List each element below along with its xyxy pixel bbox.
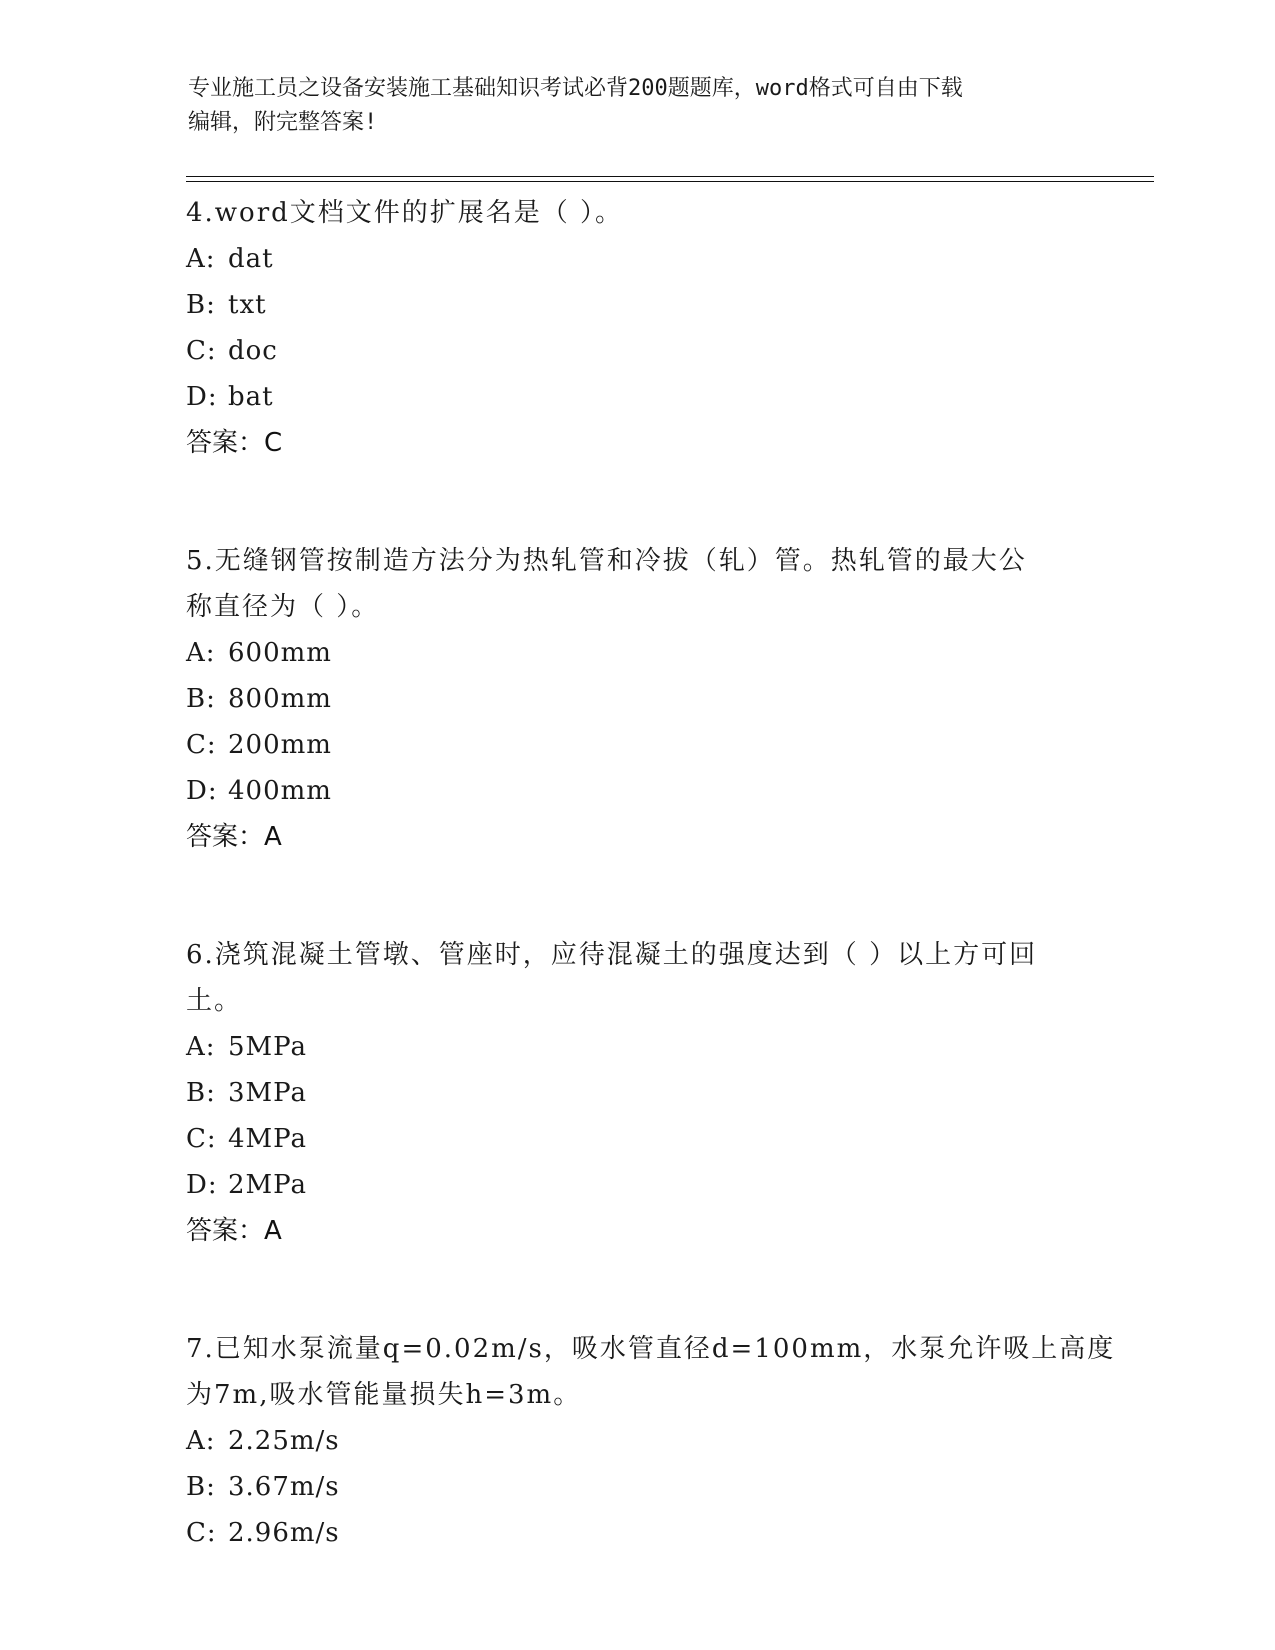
option-letter: B: — [186, 1078, 216, 1108]
option-letter: C: — [186, 1518, 217, 1548]
option-letter: B: — [186, 684, 216, 714]
option-text: txt — [228, 290, 267, 320]
header-divider-bottom — [186, 181, 1154, 182]
option-letter: A: — [186, 244, 216, 274]
option-letter: A: — [186, 638, 216, 668]
question-text-line: 5.无缝钢管按制造方法分为热轧管和冷拔（轧）管。热轧管的最大公 — [186, 546, 1027, 576]
answer-line: 答案：A — [186, 822, 282, 852]
question-7 — [186, 1326, 1116, 1556]
option-text: 800mm — [228, 684, 332, 714]
option-text: 4MPa — [228, 1124, 307, 1154]
option-a — [186, 1024, 1086, 1070]
option-letter: B: — [186, 290, 216, 320]
option-text: 5MPa — [228, 1032, 307, 1062]
option-d — [186, 768, 1086, 814]
option-text: dat — [228, 244, 274, 274]
option-a — [186, 630, 1086, 676]
answer-line: 答案：A — [186, 1216, 282, 1246]
option-text: 600mm — [228, 638, 332, 668]
question-6 — [186, 932, 1086, 1254]
option-b — [186, 676, 1086, 722]
option-d — [186, 374, 1086, 420]
question-text-line: 6.浇筑混凝土管墩、管座时，应待混凝土的强度达到（ ）以上方可回 — [186, 940, 1038, 970]
header-divider-top — [186, 176, 1154, 177]
option-text: 2MPa — [228, 1170, 307, 1200]
answer-line: 答案：C — [186, 428, 283, 458]
document-header — [188, 72, 1088, 140]
option-letter: D: — [186, 776, 218, 806]
option-letter: C: — [186, 1124, 217, 1154]
option-letter: D: — [186, 1170, 218, 1200]
option-text: 2.96m/s — [228, 1518, 340, 1548]
option-a — [186, 236, 1086, 282]
option-b — [186, 282, 1086, 328]
option-b — [186, 1464, 1086, 1510]
question-text-line: 称直径为（ ）。 — [186, 592, 380, 622]
question-text-line: 为7m,吸水管能量损失h=3m。 — [186, 1380, 582, 1410]
option-text: 200mm — [228, 730, 332, 760]
option-d — [186, 1162, 1086, 1208]
option-text: 2.25m/s — [228, 1426, 340, 1456]
option-letter: C: — [186, 730, 217, 760]
question-text-line: 7.已知水泵流量q=0.02m/s，吸水管直径d=100mm，水泵允许吸上高度 — [186, 1334, 1116, 1364]
option-a — [186, 1418, 1086, 1464]
option-text: 3.67m/s — [228, 1472, 340, 1502]
option-text: 3MPa — [228, 1078, 307, 1108]
question-5 — [186, 538, 1086, 860]
option-letter: A: — [186, 1426, 216, 1456]
header-line-1: 专业施工员之设备安装施工基础知识考试必背200题题库，word格式可自由下载 — [188, 76, 963, 101]
option-letter: A: — [186, 1032, 216, 1062]
question-text-line: 4.word文档文件的扩展名是（ ）。 — [186, 198, 624, 228]
question-list — [186, 190, 1116, 1556]
option-text: 400mm — [228, 776, 332, 806]
option-text: bat — [228, 382, 274, 412]
option-c — [186, 1510, 1086, 1556]
option-c — [186, 722, 1086, 768]
option-letter: B: — [186, 1472, 216, 1502]
question-text-line: 土。 — [186, 986, 243, 1016]
option-letter: C: — [186, 336, 217, 366]
option-c — [186, 1116, 1086, 1162]
header-line-2: 编辑，附完整答案! — [188, 110, 378, 135]
option-b — [186, 1070, 1086, 1116]
question-4 — [186, 190, 1086, 466]
option-letter: D: — [186, 382, 218, 412]
option-text: doc — [228, 336, 278, 366]
option-c — [186, 328, 1086, 374]
